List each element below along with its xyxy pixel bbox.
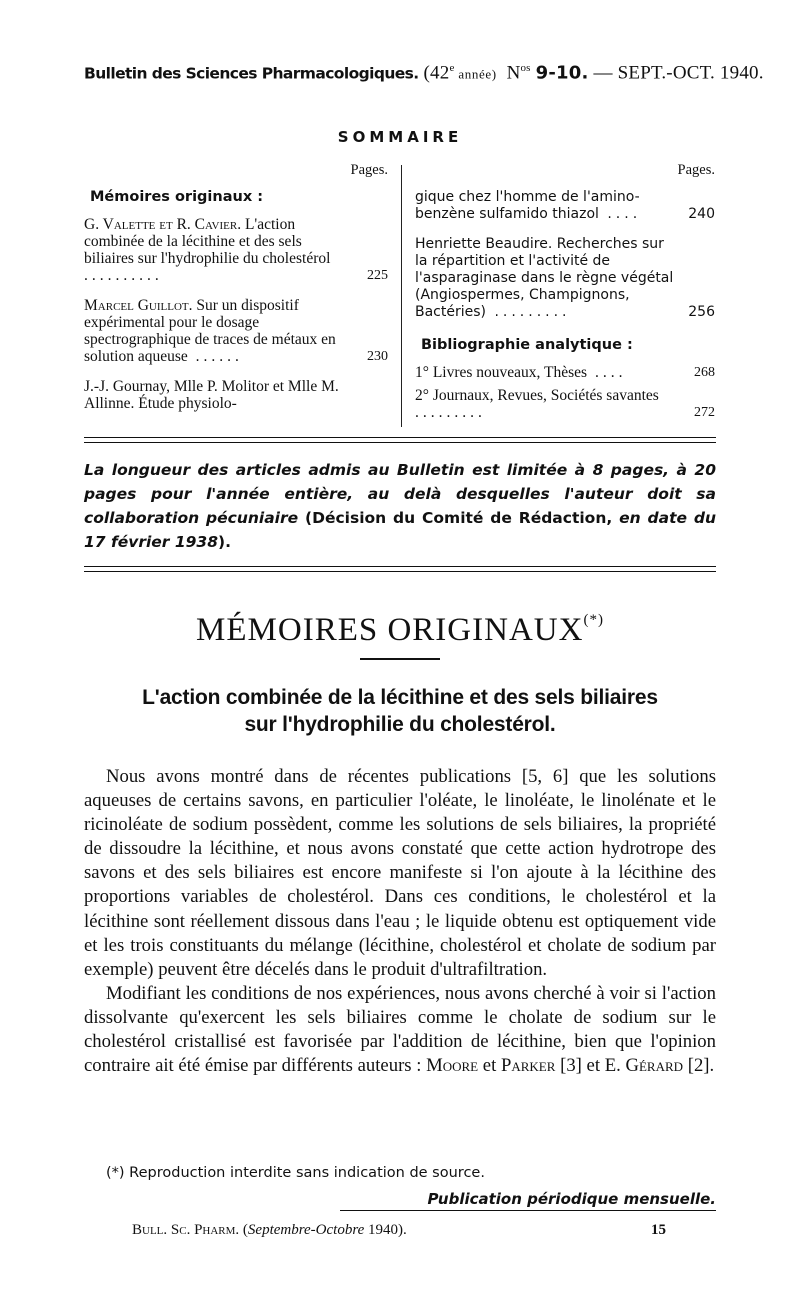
num-sup: os — [520, 62, 531, 74]
toc-page: 272 — [694, 405, 715, 420]
toc-authors: Henriette Beaudire. — [415, 236, 553, 252]
submission-notice — [84, 458, 716, 554]
sommaire-right-column — [415, 162, 715, 434]
toc-entry: gique chez l'homme de l'amino-benzène sulfamido thiazol .... 240 — [415, 189, 715, 222]
issue-number: 9-10. — [535, 62, 589, 84]
pages-label: Pages. — [350, 162, 388, 178]
toc-page: 268 — [694, 365, 715, 380]
toc-entry: G. Valette et R. Cavier. L'action combinée de la lécithine et des sels biliaires sur l'hydrophilie du cholestérol .......... 225 — [84, 216, 388, 284]
num-label: N — [506, 62, 521, 84]
footnote: (*) Reproduction interdite sans indication de source. — [106, 1165, 485, 1181]
publication-note: Publication périodique mensuelle. — [427, 1190, 716, 1208]
toc-entry: Henriette Beaudire. Recherches sur la répartition et l'activité de l'asparaginase dans le règne végétal (Angiospermes, Champignons, Bactéries) ......... 256 — [415, 236, 715, 320]
footer-citation: Bull. Sc. Pharm. (Septembre-Octobre 1940). — [132, 1222, 407, 1238]
toc-entry: 2° Journaux, Revues, Sociétés savantes ......... 272 — [415, 387, 715, 421]
toc-text: 2° Journaux, Revues, Sociétés savantes — [415, 387, 659, 404]
notice-close: ). — [217, 533, 231, 551]
rule — [84, 437, 716, 438]
toc-page: 225 — [367, 268, 388, 283]
article-title — [0, 684, 800, 738]
column-divider — [401, 165, 402, 427]
notice-main: La longueur des articles admis au Bulletin est limitée à 8 pages, à 20 pages pour l'année entière, au delà desquelles l'auteur doit sa collaboration pécuniaire — [84, 461, 716, 527]
toc-text: 1° Livres nouveaux, Thèses — [415, 364, 588, 381]
toc-text: Recherches sur la répartition et l'activité de l'asparaginase dans le règne végétal (Angiospermes, Champignons, Bactéries) — [415, 236, 674, 320]
rule — [84, 566, 716, 567]
citation-date: Septembre-Octobre — [247, 1222, 365, 1238]
toc-authors: G. Valette et R. Cavier. — [84, 216, 242, 233]
section-heading-text: MÉMOIRES ORIGINAUX — [196, 612, 584, 648]
citation-abbrev: Bull. Sc. Pharm. — [132, 1222, 240, 1238]
toc-text: L'action combinée de la lécithine et des sels biliaires sur l'hydrophilie du cholestérol — [84, 216, 331, 267]
toc-entry — [84, 378, 388, 412]
notice-decision: (Décision du Comité de Rédaction, — [298, 509, 620, 527]
toc-page: 240 — [688, 206, 715, 222]
toc-text: gique chez l'homme de l'amino-benzène sulfamido thiazol — [415, 189, 640, 222]
toc-page: 256 — [688, 304, 715, 320]
section-heading — [0, 612, 800, 649]
toc-entry: Marcel Guillot. Sur un dispositif expérimental pour le dosage spectrographique de traces de métaux en solution aqueuse ...... 230 — [84, 297, 388, 365]
memoires-section-title: Mémoires originaux : — [90, 189, 264, 205]
sommaire-left-column — [84, 162, 388, 425]
running-header — [84, 62, 764, 84]
journal-name: Bulletin des Sciences Pharmacologiques. — [84, 64, 419, 83]
rule — [340, 1210, 716, 1211]
year-rest: année) — [454, 66, 497, 82]
year-open: (42 — [423, 62, 450, 84]
heading-footnote-mark: (*) — [583, 612, 604, 628]
notice-date: en date du 17 février 1938 — [84, 509, 716, 551]
sommaire-title: SOMMAIRE — [337, 128, 463, 146]
year-sup: e — [449, 62, 455, 74]
article-body — [84, 765, 716, 1078]
rule — [84, 571, 716, 572]
toc-text: Sur un dispositif expérimental pour le dosage spectrographique de traces de métaux en solution aqueuse — [84, 297, 336, 365]
toc-page: 230 — [367, 349, 388, 364]
article-title-line: sur l'hydrophilie du cholestérol. — [244, 713, 556, 736]
page-number: 15 — [651, 1222, 666, 1238]
article-title-line: L'action combinée de la lécithine et des sels biliaires — [142, 686, 658, 709]
heading-rule — [360, 658, 440, 660]
toc-entry: 1° Livres nouveaux, Thèses .... 268 — [415, 364, 715, 381]
toc-text: J.-J. Gournay, Mlle P. Molitor et Mlle M. Allinne. Étude physiolo- — [84, 378, 339, 412]
issue-date: — SEPT.-OCT. 1940. — [593, 62, 764, 84]
pages-label: Pages. — [677, 162, 715, 178]
paragraph: Nous avons montré dans de récentes publications [5, 6] que les solutions aqueuses de certains savons, en particulier l'oléate, le linoléate, le linolénate et le ricinoléate de sodium possèdent, comme les solutions de sels biliaires, la propriété de dissoudre la lécithine, et nous avons constaté que cette action hydrotrope des savons et des sels biliaires est encore manifeste si l'on ajoute à la lécithine des proportions variables de cholestérol. Dans ces conditions, le cholestérol et la lécithine sont réellement dissous dans l'eau ; le liquide obtenu est optiquement vide et les trois constituants du mélange (lécithine, cholestérol et cholate de sodium par exemple) peuvent être décelés dans le produit d'ultrafiltration. — [84, 766, 716, 980]
biblio-section-title: Bibliographie analytique : — [421, 337, 633, 353]
toc-authors: Marcel Guillot. — [84, 297, 193, 314]
rule — [84, 442, 716, 443]
paragraph: Modifiant les conditions de nos expériences, nous avons cherché à voir si l'action dissolvante qu'exercent les sels biliaires comme le cholate de sodium sur le cholestérol cristallisé est favorisée par l'addition de lécithine, bien que l'opinion contraire ait été émise par différents auteurs : Moore et Parker [3] et E. Gérard [2]. — [84, 982, 716, 1077]
